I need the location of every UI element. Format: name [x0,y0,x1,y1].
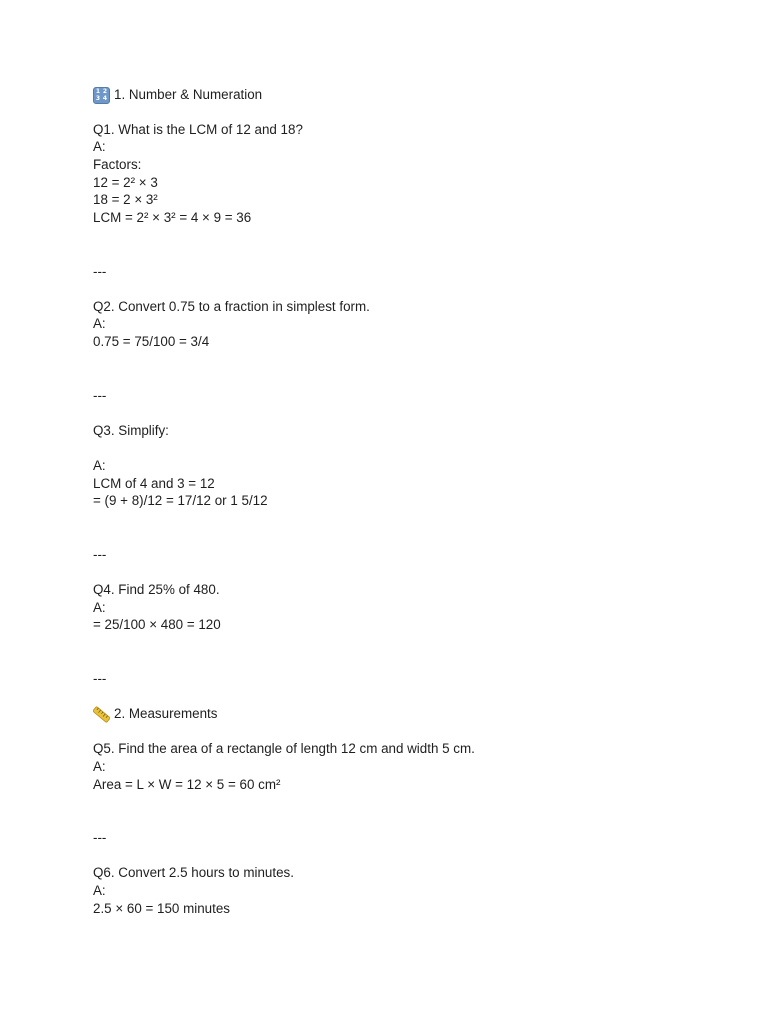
answer-line: 18 = 2 × 3² [93,192,158,207]
section-heading-number-numeration [93,86,262,104]
question-text: Q2. Convert 0.75 to a fraction in simplest form. [93,299,370,314]
answer-label: A: [93,883,106,898]
question-text: Q4. Find 25% of 480. [93,582,220,597]
answer-label: A: [93,600,106,615]
question-text: Q6. Convert 2.5 hours to minutes. [93,865,294,880]
separator: --- [93,830,107,845]
answer-line: LCM of 4 and 3 = 12 [93,476,215,491]
answer-label: A: [93,316,106,331]
question-text: Q5. Find the area of a rectangle of length 12 cm and width 5 cm. [93,741,475,756]
separator: --- [93,547,107,562]
answer-line: = (9 + 8)/12 = 17/12 or 1 5/12 [93,493,268,508]
answer-line: LCM = 2² × 3² = 4 × 9 = 36 [93,210,252,225]
answer-line: Factors: [93,157,142,172]
section-heading-measurements [93,705,217,723]
separator: --- [93,671,107,686]
answer-line: 12 = 2² × 3 [93,175,158,190]
separator: --- [93,388,107,403]
answer-line: 0.75 = 75/100 = 3/4 [93,334,210,349]
answer-line: = 25/100 × 480 = 120 [93,617,221,632]
section-title: 1. Number & Numeration [114,87,263,102]
answer-label: A: [93,139,106,154]
answer-line: Area = L × W = 12 × 5 = 60 cm² [93,777,281,792]
input-numbers-icon: 1 2 3 4 [93,87,110,104]
straight-ruler-icon [93,706,110,723]
section-title: 2. Measurements [114,706,218,721]
answer-line: 2.5 × 60 = 150 minutes [93,901,230,916]
separator: --- [93,264,107,279]
question-text: Q1. What is the LCM of 12 and 18? [93,122,303,137]
question-text: Q3. Simplify: [93,423,169,438]
answer-label: A: [93,458,106,473]
answer-label: A: [93,759,106,774]
